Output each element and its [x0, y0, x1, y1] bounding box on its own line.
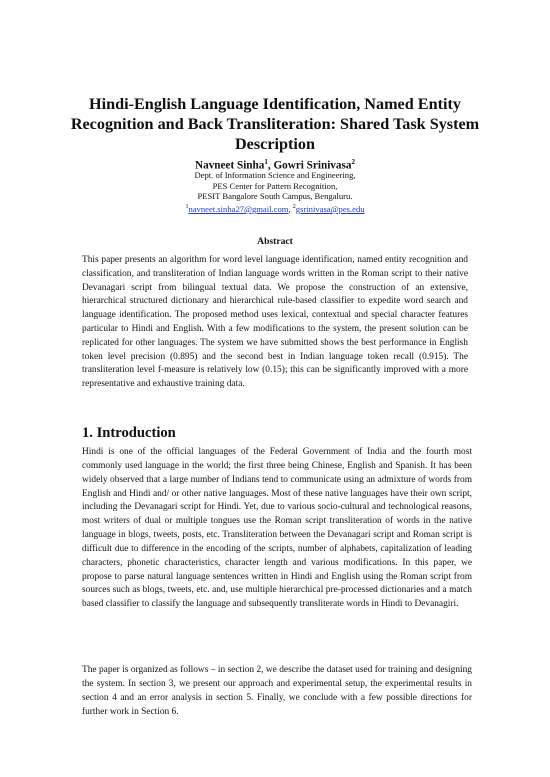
affiliation-line: PES Center for Pattern Recognition,	[212, 180, 338, 191]
abstract-heading: Abstract	[257, 236, 293, 247]
body-paragraph: Hindi is one of the official languages of the Federal Government of India and the fourth most commonly used language in the world; the first three being Chinese, English and Spanish. It has been widely observed that a large number of Indians tend to communicate using an admixture of words from English and Hindi and/ or other native languages. Most of these native languages have their own script, including the Devanagari script for Hindi. Yet, due to various socio-cultural and technological reasons, most writers of dual or multiple tongues use the Roman script transliteration of words in the native language in blogs, tweets, posts, etc. Transliteration between the Devanagari script and Roman script is difficult due to difference in the encoding of the scripts, number of alphabets, capitalization of leading characters, phonetic characteristics, character length and various modifications. In this paper, we propose to parse natural language sentences written in Hindi and English using the Roman script from sources such as blogs, tweets, etc. and, use multiple hierarchical pre-processed dictionaries and a match based classifier to classify the language and subsequently transliterate words in Hindi to Devanagiri.	[82, 447, 472, 610]
author-superscript: 1	[264, 158, 268, 166]
author-name: Navneet Sinha	[195, 159, 265, 172]
author-separator: ,	[267, 159, 274, 172]
section-heading: 1. Introduction	[82, 425, 176, 441]
author-name: Gowri Srinivasa	[273, 159, 352, 172]
email-link[interactable]: gsrinivasa@pes.edu	[295, 203, 365, 214]
email-superscript: 2	[292, 204, 296, 210]
affiliation-line: Dept. of Information Science and Engineering,	[194, 170, 356, 180]
body-paragraph: The paper is organized as follows – in section 2, we describe the dataset used for training and designing the system. In section 3, we present our approach and experimental setup, the experimental results in section 4 and an error analysis in section 5. Finally, we conclude with a few possible directions for further work in Section 6.	[82, 665, 472, 717]
email-separator: ,	[288, 203, 293, 214]
author-superscript: 2	[351, 158, 355, 166]
paper-title: Hindi-English Language Identification, Named Entity Recognition and Back Transliteration: Shared Task System Description	[70, 95, 480, 153]
email-line	[60, 202, 490, 214]
email-link[interactable]: navneet.sinha27@gmail.com	[188, 203, 289, 214]
abstract-text: This paper presents an algorithm for word level language identification, named entity recognition and classification, and transliteration of Indian language words written in the Roman script to their native Devanagari script from bilingual textual data. We propose the construction of an extensive, hierarchical structured dictionary and hierarchical rule-based classifier to expedite word search and language identification. The proposed method uses lexical, contextual and special character features particular to Hindi and English. With a few modifications to the system, the present solution can be replicated for other languages. The system we have submitted shows the best performance in English token level precision (0.895) and the second best in Indian language token recall (0.915). The transliteration level f-measure is relatively low (0.15); this can be significantly improved with a more representative and exhaustive training data.	[82, 255, 468, 390]
affiliation-line: PESIT Bangalore South Campus, Bengaluru.	[197, 191, 353, 202]
email-superscript: 1	[185, 204, 189, 210]
affiliation-block	[60, 170, 490, 202]
